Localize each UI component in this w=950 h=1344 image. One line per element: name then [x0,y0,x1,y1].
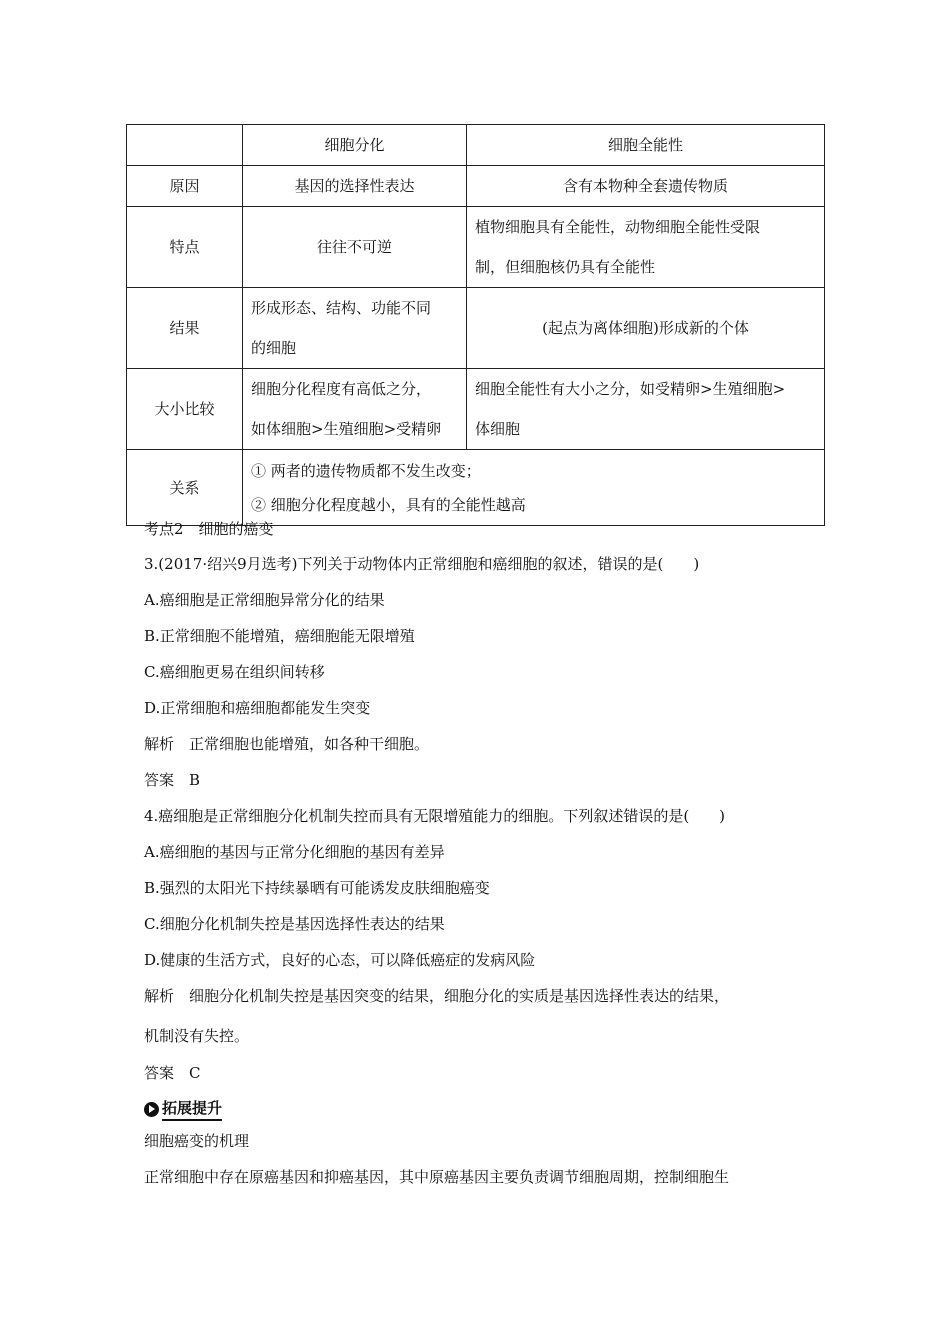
extension-text: 正常细胞中存在原癌基因和抑癌基因，其中原癌基因主要负责调节细胞周期，控制细胞生 [144,1168,730,1186]
table-row [127,207,825,288]
cell-differentiation [243,369,467,450]
question-3-option-a: A.癌细胞是正常细胞异常分化的结果 [144,591,385,609]
table-row [127,369,825,450]
cell-text: 体细胞 [475,420,521,438]
table-header-row [127,125,825,166]
question-4-answer: 答案 C [144,1064,201,1082]
question-4-option-d: D.健康的生活方式，良好的心态，可以降低癌症的发病风险 [144,951,536,969]
cell-text: 形成形态、结构、功能不同 [251,299,432,317]
question-3-option-d: D.正常细胞和癌细胞都能发生突变 [144,699,371,717]
question-4-option-c: C.细胞分化机制失控是基因选择性表达的结果 [144,915,445,933]
cell-differentiation [243,166,467,207]
section-title: 考点2 细胞的癌变 [144,520,274,538]
header-cell-empty [127,125,243,166]
question-4-stem: 4.癌细胞是正常细胞分化机制失控而具有无限增殖能力的细胞。下列叙述错误的是( ) [144,807,726,825]
cell-text: 细胞全能性有大小之分，如受精卵>生殖细胞> [475,380,786,398]
cell-differentiation [243,207,467,288]
question-4-option-b: B.强烈的太阳光下持续暴晒有可能诱发皮肤细胞癌变 [144,879,490,897]
row-label: 特点 [127,207,243,288]
question-4-option-a: A.癌细胞的基因与正常分化细胞的基因有差异 [144,843,445,861]
cell-totipotency [467,207,825,288]
cell-text: 植物细胞具有全能性，动物细胞全能性受限 [475,218,761,236]
cell-totipotency [467,166,825,207]
comparison-table [126,124,825,526]
row-label: 原因 [127,166,243,207]
table-row [127,288,825,369]
question-3-option-b: B.正常细胞不能增殖，癌细胞能无限增殖 [144,627,415,645]
row-label: 关系 [127,450,243,526]
header-cell-totipotency: 细胞全能性 [467,125,825,166]
extension-badge-label: 拓展提升 [162,1097,222,1121]
question-3-stem: 3.(2017·绍兴9月选考)下列关于动物体内正常细胞和癌细胞的叙述，错误的是( ) [144,555,700,573]
table-row [127,450,825,526]
question-4-analysis-cont: 机制没有失控。 [144,1027,250,1045]
cell-relation [243,450,825,526]
cell-text: 制，但细胞核仍具有全能性 [475,258,656,276]
cell-text: ① 两者的遗传物质都不发生改变； [251,461,481,480]
cell-text: 往往不可逆 [316,238,392,256]
row-label: 大小比较 [127,369,243,450]
cell-text: 基因的选择性表达 [294,177,415,195]
cell-text: 细胞分化程度有高低之分， [251,380,432,398]
question-3-answer: 答案 B [144,771,201,789]
table-row [127,166,825,207]
extension-subtitle: 细胞癌变的机理 [144,1132,250,1150]
question-3-analysis: 解析 正常细胞也能增殖，如各种干细胞。 [144,735,430,753]
cell-totipotency [467,288,825,369]
row-label: 结果 [127,288,243,369]
question-4-analysis: 解析 细胞分化机制失控是基因突变的结果，细胞分化的实质是基因选择性表达的结果， [144,987,730,1005]
question-3-option-c: C.癌细胞更易在组织间转移 [144,663,325,681]
cell-text: ② 细胞分化程度越小，具有的全能性越高 [251,495,526,514]
cell-text: (起点为离体细胞)形成新的个体 [542,319,749,337]
cell-text: 如体细胞>生殖细胞>受精卵 [251,420,442,438]
cell-totipotency [467,369,825,450]
cell-text: 的细胞 [251,339,297,357]
cell-text: 含有本物种全套遗传物质 [562,177,728,195]
cell-differentiation [243,288,467,369]
play-circle-icon [144,1102,159,1117]
header-cell-differentiation: 细胞分化 [243,125,467,166]
extension-badge [144,1097,222,1121]
